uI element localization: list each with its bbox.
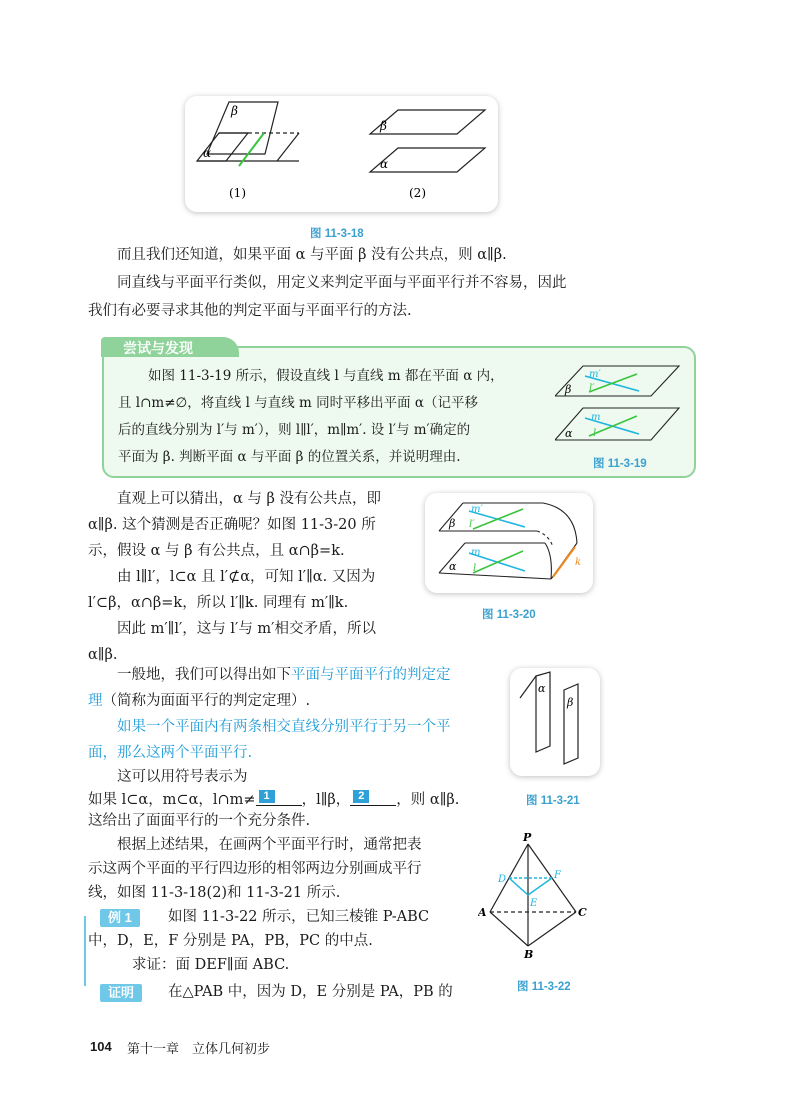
figure-11-3-22-P: P: [523, 832, 532, 844]
theorem-statement-2: 面，那么这两个平面平行.: [88, 745, 253, 761]
figure-11-3-21-alpha: α: [538, 682, 546, 695]
figure-11-3-20-l: l: [473, 563, 477, 574]
explore-line-2: 且 l∩m≠∅，将直线 l 与直线 m 同时平移出平面 α（记平移: [118, 395, 478, 411]
fill-blank-2[interactable]: [350, 789, 396, 806]
figure-11-3-20-m: m: [471, 547, 481, 558]
figure-11-3-18-caption: 图 11-3-18: [310, 228, 364, 240]
figure-11-3-19-m: m: [591, 412, 601, 423]
example-line-2: 中，D，E，F 分别是 PA，PB，PC 的中点.: [88, 933, 373, 949]
figure-11-3-21-beta: β: [567, 696, 574, 709]
reason-line-4: 由 l∥l′，l⊂α 且 l′⊄α，可知 l′∥α. 又因为: [117, 569, 376, 585]
figure-11-3-19-beta: β: [565, 383, 572, 396]
drawing-line-2: 示这两个平面的平行四边形的相邻两边分别画成平行: [88, 861, 422, 877]
figure-11-3-21-drawing: [510, 668, 600, 776]
figure-11-3-18-box: [185, 96, 498, 212]
example-tag-line: [84, 916, 86, 986]
intro-line-2: 同直线与平面平行类似，用定义来判定平面与平面平行并不容易，因此: [117, 275, 567, 291]
figure-11-3-22-A: A: [478, 906, 487, 919]
symbol-intro: 这可以用符号表示为: [117, 769, 248, 785]
figure-11-3-18-beta-1: β: [231, 104, 238, 118]
figure-11-3-19-l-prime: l′: [589, 383, 595, 394]
theorem-name-part1: 平面与平面平行的判定定: [291, 667, 451, 683]
figure-11-3-19-m-prime: m′: [589, 369, 601, 380]
intro-line-3: 我们有必要寻求其他的判定平面与平面平行的方法.: [88, 303, 412, 319]
symbol-part-c: ，则 α∥β.: [396, 792, 460, 808]
explore-title: 尝试与发现: [123, 340, 193, 356]
example-line-1: 如图 11-3-22 所示，已知三棱锥 P-ABC: [168, 909, 430, 925]
figure-11-3-22-drawing: [478, 832, 596, 960]
theorem-statement-1: 如果一个平面内有两条相交直线分别平行于另一个平: [117, 719, 451, 735]
figure-11-3-19-alpha: α: [565, 427, 573, 440]
figure-11-3-19-caption: 图 11-3-19: [593, 458, 647, 470]
figure-11-3-18-alpha-2: α: [380, 157, 389, 171]
figure-11-3-22-C: C: [578, 906, 587, 919]
reason-line-3: 示，假设 α 与 β 有公共点，且 α∩β=k.: [88, 543, 345, 559]
figure-11-3-18-sub1: (1): [229, 186, 246, 200]
figure-11-3-20-m-prime: m′: [471, 504, 483, 515]
symbol-part-b: ，l∥β，: [301, 792, 351, 808]
sufficient-condition: 这给出了面面平行的一个充分条件.: [88, 813, 311, 829]
symbol-part-a: 如果 l⊂α，m⊂α，l∩m≠: [88, 792, 256, 808]
drawing-line-1: 根据上述结果，在画两个平面平行时，通常把表: [117, 837, 422, 853]
proof-tag: [100, 982, 142, 1002]
figure-11-3-20-alpha: α: [449, 560, 457, 573]
fill-blank-1[interactable]: [256, 789, 302, 806]
reason-line-6: 因此 m′∥l′，这与 l′与 m′相交矛盾，所以: [117, 621, 376, 637]
figure-11-3-18-alpha-1: α: [203, 146, 212, 160]
theorem-tail: （简称为面面平行的判定定理）.: [102, 693, 311, 709]
figure-11-3-22-E: E: [530, 898, 538, 909]
proof-tag-label: 证明: [100, 984, 142, 1002]
drawing-line-3: 线，如图 11-3-18(2)和 11-3-21 所示.: [88, 885, 341, 901]
explore-line-4: 平面为 β. 判断平面 α 与平面 β 的位置关系，并说明理由.: [118, 449, 461, 465]
explore-line-3: 后的直线分别为 l′与 m′），则 l∥l′，m∥m′. 设 l′与 m′确定的: [118, 422, 471, 438]
figure-11-3-19-l: l: [593, 428, 597, 439]
figure-11-3-18-sub2: (2): [409, 186, 426, 200]
figure-11-3-20-box: [425, 493, 593, 593]
example-line-3: 求证：面 DEF∥面 ABC.: [132, 957, 290, 973]
reason-line-7: α∥β.: [88, 647, 118, 663]
explore-line-1: 如图 11-3-19 所示，假设直线 l 与直线 m 都在平面 α 内，: [148, 368, 504, 384]
page-number: 104: [90, 1039, 112, 1054]
figure-11-3-20-l-prime: l′: [469, 519, 475, 530]
figure-11-3-20-beta: β: [449, 517, 456, 530]
figure-11-3-18-drawing: [185, 96, 498, 212]
figure-11-3-20-k: k: [575, 557, 582, 568]
reason-line-5: l′⊂β，α∩β=k，所以 l′∥k. 同理有 m′∥k.: [88, 595, 349, 611]
figure-11-3-22-caption: 图 11-3-22: [517, 981, 571, 993]
intro-line-1: 而且我们还知道，如果平面 α 与平面 β 没有公共点，则 α∥β.: [117, 247, 507, 263]
example-tag: [100, 907, 140, 927]
blank-number-1: 1: [259, 790, 275, 803]
theorem-name-part2: 理: [88, 693, 103, 709]
figure-11-3-21-box: [510, 668, 600, 776]
chapter-title: 第十一章 立体几何初步: [127, 1042, 271, 1057]
theorem-line-1: [117, 665, 451, 685]
figure-11-3-21-caption: 图 11-3-21: [526, 795, 580, 807]
theorem-line-2: [88, 691, 310, 711]
proof-line-1: 在△PAB 中，因为 D，E 分别是 PA，PB 的: [168, 984, 453, 1000]
symbol-statement: [88, 789, 459, 810]
reason-line-1: 直观上可以猜出，α 与 β 没有公共点，即: [117, 491, 382, 507]
figure-11-3-22-F: F: [554, 870, 561, 881]
reason-line-2: α∥β. 这个猜测是否正确呢？如图 11-3-20 所: [88, 517, 376, 533]
figure-11-3-18-beta-2: β: [380, 119, 387, 133]
figure-11-3-22-D: D: [498, 874, 507, 885]
example-tag-label: 例 1: [100, 909, 140, 927]
figure-11-3-20-caption: 图 11-3-20: [482, 609, 536, 621]
explore-title-tab: [101, 337, 239, 357]
theorem-lead: 一般地，我们可以得出如下: [117, 667, 291, 683]
figure-11-3-22-B: B: [524, 948, 534, 960]
blank-number-2: 2: [353, 790, 369, 803]
figure-11-3-19-drawing: [555, 364, 681, 452]
figure-11-3-20-drawing: [425, 493, 593, 593]
